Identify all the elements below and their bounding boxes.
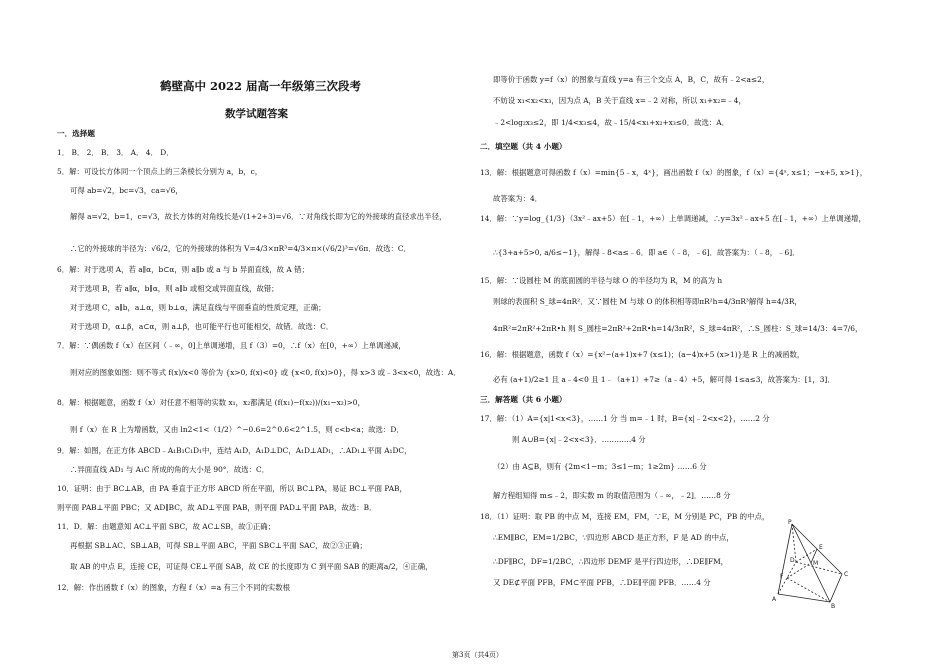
answer-line: 15．解：∵设圆柱 M 的底面圆的半径与球 O 的半径均为 R，M 的高为 h (480, 276, 723, 285)
answer-line: 13．解：根据题意可得函数 f（x）=min{5﹣x，4ˣ}，画出函数 f（x）的图象，f（x）={4ˣ, x≤1；−x+5, x>1}， (480, 168, 868, 177)
edge-bc (830, 574, 842, 602)
answer-line: 解得 a=√2，b=1，c=√3，故长方体的对角线长是√(1+2+3)=√6．∵对角线长即为它的外接球的直径求出半径， (70, 212, 447, 221)
answer-line: 18．（1）证明：取 PB 的中点 M，连接 EM，FM，∵E，M 分别是 PC，PB 的中点， (480, 512, 770, 521)
answer-line: 必有 (a+1)/2≥1 且 a﹣4<0 且 1﹣（a+1）+7≥（a﹣4）+5，解可得 1≤a≤3，故答案为：[1，3]． (493, 375, 835, 384)
figure-label: F (780, 573, 784, 580)
answer-line: 对于选项 B，若 a∥α，b∥α，则 a∥b 或相交或异面直线，故错； (70, 284, 279, 293)
answer-line: 则球的表面积 S_球=4πR²．又∵圆柱 M 与球 O 的体积相等即πR²h=4/3πR³解得 h=4/3R， (493, 297, 802, 306)
figure-label: C (844, 571, 849, 578)
answer-line: 再根据 SB⊥AC、SB⊥AB，可得 SB⊥平面 ABC，平面 SBC⊥平面 SAC，故②③正确； (70, 541, 367, 550)
edge-dc (796, 562, 842, 574)
figure-label: M (813, 560, 819, 567)
answer-line: 取 AB 的中点 E，连接 CE，可证得 CE⊥平面 SAB，故 CE 的长度即为 C 到平面 SAB 的距离a/2，④正确， (70, 562, 433, 571)
figure-label: B (831, 603, 836, 608)
answer-line: 又 DE⊄平面 PFB，FM⊂平面 PFB，∴DE∥平面 PFB．……4 分 (493, 578, 711, 587)
answer-line: 对于选项 D，α⊥β，a⊂α，则 a⊥β，也可能平行也可能相交，故错．故选：C． (70, 322, 334, 331)
answer-line: ∴它的外接球的半径为：√6/2，它的外接球的体积为 V=4/3×πR³=4/3×π×(√6/2)³=√6π．故选：C． (70, 244, 411, 253)
answer-line: 16．解：根据题意，函数 f（x）={x²−(a+1)x+7 (x≤1)；(a−4)x+5 (x>1)}是 R 上的减函数， (480, 350, 805, 359)
figure-label: A (772, 596, 777, 603)
page-footer: 第3页（共4页） (452, 651, 503, 659)
figure-label: P (788, 519, 792, 526)
answer-line: 5．解：可设长方体同一个顶点上的三条棱长分别为 a，b，c， (57, 167, 263, 176)
answer-line: 解方程组知得 m≤﹣2，即实数 m 的取值范围为（﹣∞，﹣2]．……8 分 (493, 491, 731, 500)
answer-line: 则对应的图象如图：则不等式 f(x)/x<0 等价为 {x>0, f(x)<0} 或 {x<0, f(x)>0}，得 x>3 或﹣3<x<0，故选：A． (70, 368, 461, 377)
answer-line: ∴DF∥BC，DF=1/2BC，∴四边形 DEMF 是平行四边形，∴DE∥FM， (493, 557, 729, 566)
answer-line: 8．解：根据题意，函数 f（x）对任意不相等的实数 x₁，x₂都满足 (f(x₁)−f(x₂))/(x₁−x₂)>0， (57, 398, 365, 407)
answer-line: ∴EM∥BC，EM=1/2BC，∵四边形 ABCD 是正方形，F 是 AD 的中点， (493, 533, 734, 542)
answer-line: ∴{3+a+5>0, a/6≤−1}，解得﹣8<a≤﹣6．即 a∈（﹣8，﹣6]．故答案为：（﹣8，﹣6]． (493, 248, 800, 257)
figure-label: E (819, 544, 823, 551)
answer-line: 17．解：（1）A={x|1<x<3}，……1 分 当 m=﹣1 时，B={x|﹣2<x<2}，……2 分 (480, 414, 770, 423)
answer-line: （2）由 A⊆B，则有 {2m<1−m；3≤1−m；1≥2m} ……6 分 (493, 462, 707, 471)
answer-line: 不妨设 x₁<x₂<x₃，因为点 A，B 关于直线 x=﹣2 对称，所以 x₁+x₂=﹣4， (493, 96, 746, 105)
answer-line: 11．D．解：由题意知 AC⊥平面 SBC，故 AC⊥SB，故①正确； (57, 522, 276, 531)
answer-line: 则 f（x）在 R 上为增函数，又由 ln2<1<（1/2）^−0.6=2^0.6<2^1.5，则 c<b<a；故选：D． (70, 425, 404, 434)
segment-fm (787, 563, 811, 578)
answer-line: 6．解：对于选项 A，若 a∥α，b⊂α，则 a∥b 或 a 与 b 异面直线，故 A 错； (57, 265, 309, 274)
pyramid-figure (770, 518, 865, 608)
answer-line: 14．解：∵y=log_{1/3}（3x²﹣ax+5）在[﹣1，+∞）上单调递减，∴y=3x²﹣ax+5 在[﹣1，+∞）上单调递增， (480, 214, 866, 223)
answer-line: 4πR²=2πR²+2πR•h 则 S_圆柱=2πR²+2πR•h=14/3πR²，S_球=4πR²，∴S_圆柱：S_球=14/3：4=7/6， (493, 324, 863, 333)
section-heading-choice: 一．选择题 (57, 129, 95, 138)
answer-line: 12．解：作出函数 f（x）的图象，方程 f（x）=a 有三个不同的实数根 (57, 583, 291, 592)
page-subtitle: 数学试题答案 (225, 108, 288, 120)
answer-line: 即等价于函数 y=f（x）的图象与直线 y=a 有三个交点 A，B，C，故有﹣2<a≤2， (493, 75, 770, 84)
answer-line: 9．解：如图，在正方体 ABCD﹣A₁B₁C₁D₁中，连结 A₁D，A₁D⊥DC，A₁D⊥AD₁，∴AD₁⊥平面 A₁DC， (57, 446, 412, 455)
section-heading-solve: 三．解答题（共 6 小题） (480, 395, 567, 404)
answer-line: 7．解：∵偶函数 f（x）在区间（﹣∞，0]上单调递增，且 f（3）=0，∴f（x）在[0，+∞）上单调递减， (57, 341, 406, 350)
answer-line: 可得 ab=√2，bc=√3，ca=√6， (70, 186, 183, 195)
answer-line: 则 A∪B={x|﹣2<x<3}．…………4 分 (512, 435, 646, 444)
answer-line: ﹣2<log₂x₃≤2，即 1/4<x₃≤4，故﹣15/4<x₁+x₂+x₃≤0．故选：A． (493, 118, 729, 127)
answer-line: 对于选项 C，a∥b，a⊥α，则 b⊥α，满足直线与平面垂直的性质定理，正确； (70, 303, 326, 312)
answer-line: 10．证明：由于 BC⊥AB，由 PA 垂直于正方形 ABCD 所在平面，所以 BC⊥PA，易证 BC⊥平面 PAB， (57, 484, 407, 493)
section-heading-fill: 二．填空题（共 4 小题） (480, 142, 567, 151)
answer-line: 则平面 PAB⊥平面 PBC；又 AD∥BC，故 AD⊥平面 PAB，则平面 PAD⊥平面 PAB，故选：B． (57, 503, 377, 512)
answer-line: ∴异面直线 AD₁ 与 A₁C 所成的角的大小是 90°．故选：C． (70, 465, 270, 474)
page-title: 鹤壁高中 2022 届高一年级第三次段考 (160, 79, 362, 93)
answer-line: 1． B． 2． B． 3． A． 4． D． (57, 148, 174, 157)
answer-line: 故答案为：4． (493, 194, 543, 203)
figure-label: D (790, 557, 795, 564)
